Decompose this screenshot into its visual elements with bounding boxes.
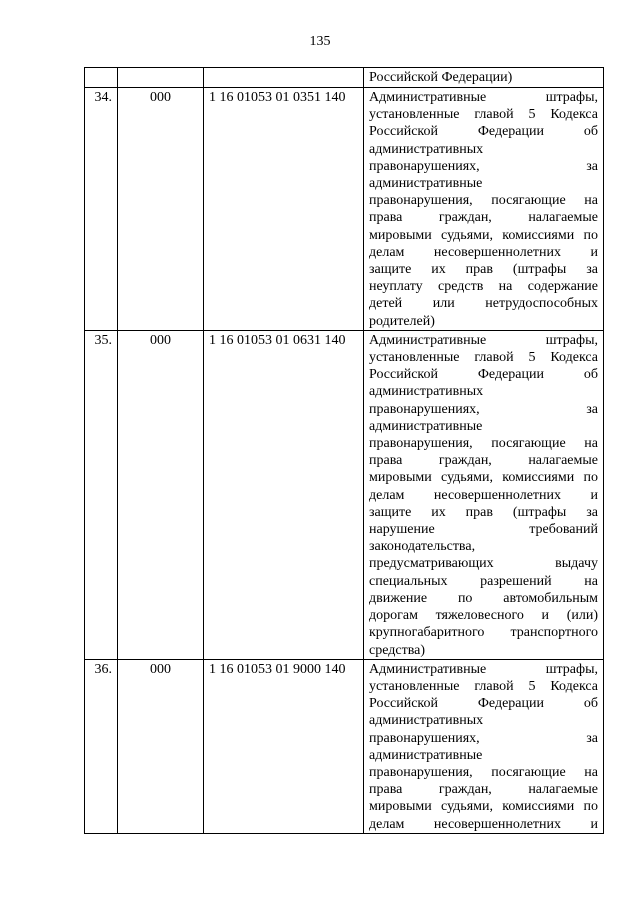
cell-code1 — [118, 68, 204, 88]
description-line: мировыми судьями, комиссиями по — [369, 470, 598, 486]
description-line: правонарушения, посягающие на — [369, 436, 598, 452]
description-line: Российской Федерации об — [369, 696, 598, 712]
row-description — [364, 88, 604, 331]
description-line: права граждан, налагаемые — [369, 782, 598, 798]
description-line: нарушение требований — [369, 522, 598, 538]
table-row — [85, 330, 604, 659]
admin-code: 000 — [118, 330, 204, 659]
description-line: права граждан, налагаемые — [369, 210, 598, 226]
row-description — [364, 659, 604, 833]
description-line: права граждан, налагаемые — [369, 453, 598, 469]
row-number: 36. — [85, 659, 118, 833]
description-line: правонарушениях, за — [369, 158, 598, 174]
description-line: административные — [369, 418, 483, 434]
continuation-row — [85, 68, 604, 88]
description-line: защите их прав (штрафы за — [369, 504, 598, 520]
cell-description — [364, 68, 604, 88]
description-line: детей или нетрудоспособных — [369, 296, 598, 312]
description-line: административные — [369, 747, 483, 763]
description-line: специальных разрешений на — [369, 573, 598, 589]
description-line: дорогам тяжеловесного и (или) — [369, 608, 598, 624]
admin-code: 000 — [118, 88, 204, 331]
budget-classification-code: 1 16 01053 01 0631 140 — [204, 330, 364, 659]
description-line: делам несовершеннолетних и — [369, 816, 598, 832]
description-line: установленные главой 5 Кодекса — [369, 678, 598, 694]
description-line: защите их прав (штрафы за — [369, 262, 598, 278]
description-line: правонарушения, посягающие на — [369, 193, 598, 209]
description-line: делам несовершеннолетних и — [369, 487, 598, 503]
description-line: правонарушения, посягающие на — [369, 764, 598, 780]
row-number: 35. — [85, 330, 118, 659]
budget-codes-table — [84, 67, 604, 834]
description-line: родителей) — [369, 313, 435, 329]
cell-num — [85, 68, 118, 88]
description-line: мировыми судьями, комиссиями по — [369, 227, 598, 243]
description-line: крупногабаритного транспортного — [369, 625, 598, 641]
description-line: Административные штрафы, — [369, 661, 598, 677]
description-line: неуплату средств на содержание — [369, 279, 598, 295]
budget-classification-code: 1 16 01053 01 0351 140 — [204, 88, 364, 331]
description-line: административных — [369, 384, 484, 400]
table-row — [85, 88, 604, 331]
description-line: Административные штрафы, — [369, 332, 598, 348]
description-line: Административные штрафы, — [369, 90, 598, 105]
table-body — [85, 68, 604, 834]
description-line: Российской Федерации) — [369, 70, 513, 85]
admin-code: 000 — [118, 659, 204, 833]
description-line: предусматривающих выдачу — [369, 556, 598, 572]
description-line: установленные главой 5 Кодекса — [369, 350, 598, 366]
description-line: установленные главой 5 Кодекса — [369, 107, 598, 123]
table-row — [85, 659, 604, 833]
description-line: законодательства, — [369, 539, 476, 555]
row-description — [364, 330, 604, 659]
description-line: движение по автомобильным — [369, 590, 598, 606]
description-line: административных — [369, 141, 484, 157]
description-line: средства) — [369, 642, 425, 658]
description-line: административных — [369, 713, 484, 729]
cell-code2 — [204, 68, 364, 88]
description-line: мировыми судьями, комиссиями по — [369, 799, 598, 815]
description-line: административные — [369, 176, 483, 192]
row-number: 34. — [85, 88, 118, 331]
description-line: Российской Федерации об — [369, 367, 598, 383]
description-line: правонарушениях, за — [369, 730, 598, 746]
description-line: Российской Федерации об — [369, 124, 598, 140]
budget-classification-code: 1 16 01053 01 9000 140 — [204, 659, 364, 833]
page-number: 135 — [309, 34, 331, 49]
description-line: делам несовершеннолетних и — [369, 244, 598, 260]
description-line: правонарушениях, за — [369, 401, 598, 417]
